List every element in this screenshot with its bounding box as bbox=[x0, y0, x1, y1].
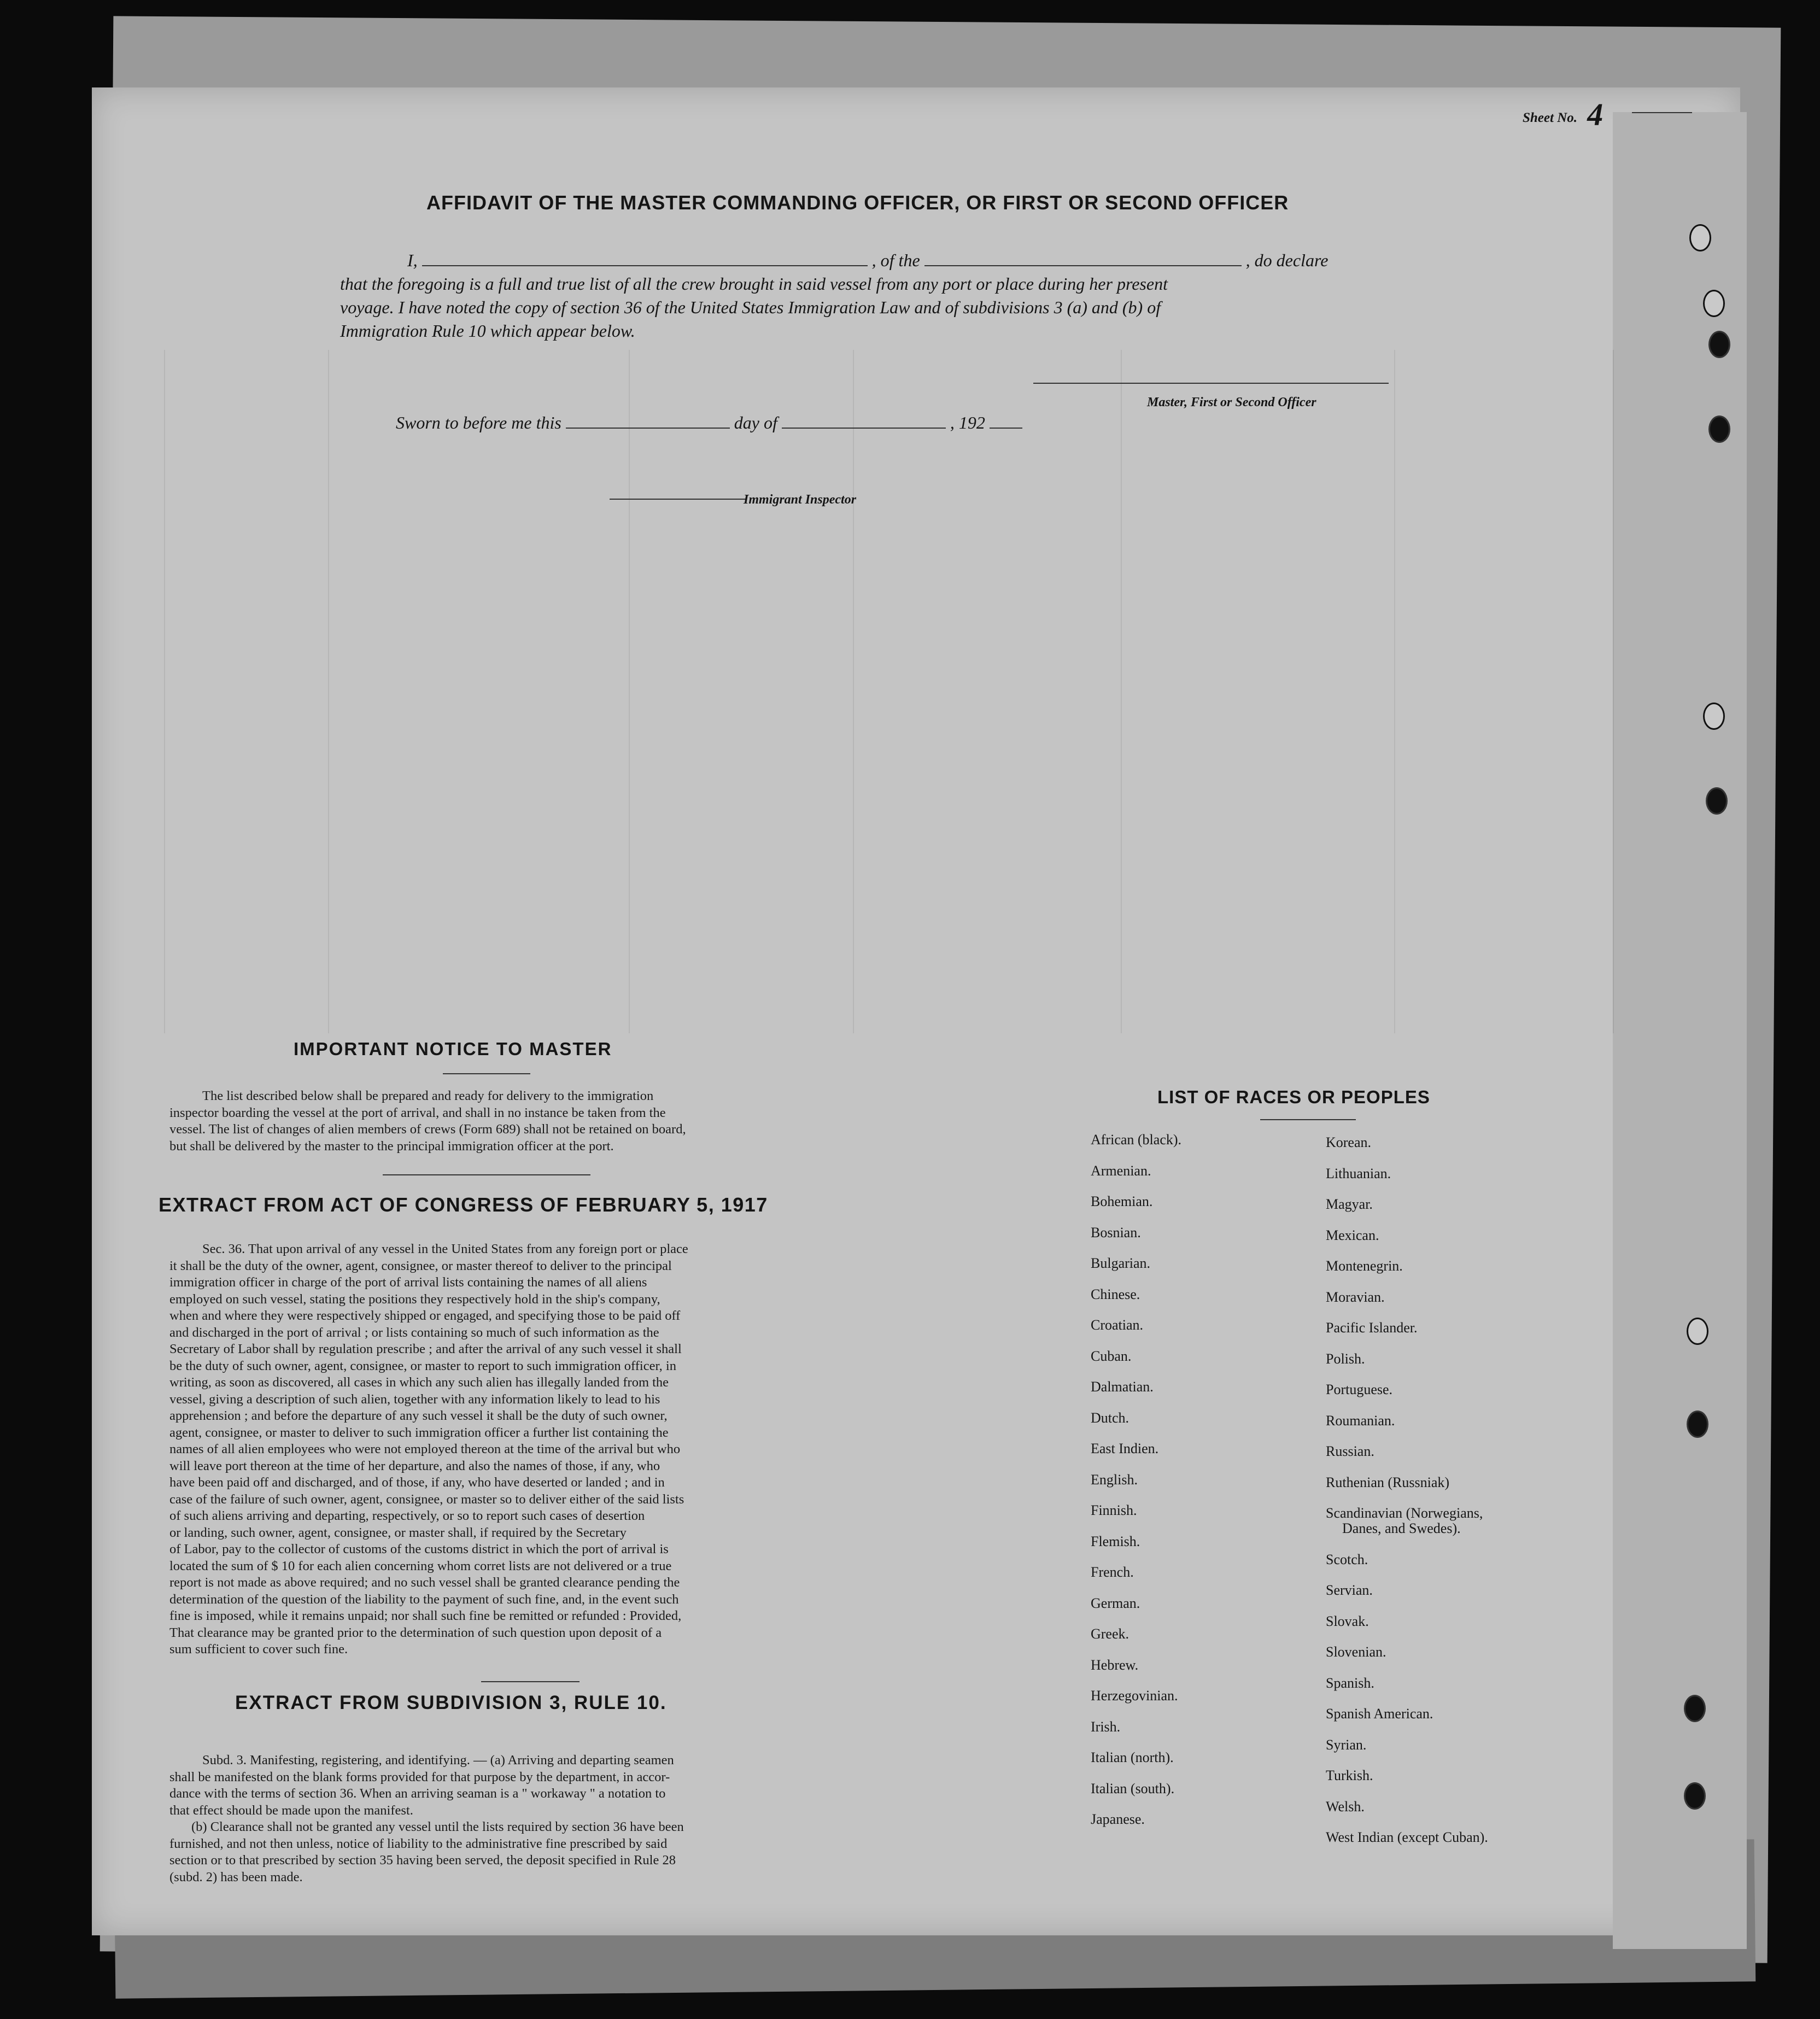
binder-hole-icon bbox=[1684, 1782, 1706, 1810]
binder-hole-icon bbox=[1689, 224, 1711, 251]
race-item: Croatian. bbox=[1091, 1317, 1144, 1333]
rule-line: dance with the terms of section 36. When an arriving seaman is a " workaway " a notation to bbox=[169, 1786, 666, 1801]
binder-hole-icon bbox=[1703, 290, 1725, 317]
race-item: Polish. bbox=[1326, 1350, 1365, 1367]
act-line: sum sufficient to cover such fine. bbox=[169, 1642, 348, 1657]
race-item: Slovenian. bbox=[1326, 1644, 1386, 1660]
sworn-month-blank[interactable] bbox=[782, 425, 946, 429]
races-title-rule bbox=[1260, 1119, 1356, 1120]
race-item: French. bbox=[1091, 1564, 1134, 1580]
sheet-number bbox=[1523, 93, 1603, 130]
rule-line: shall be manifested on the blank forms provided for that purpose by the department, in accor- bbox=[169, 1769, 670, 1784]
race-item: Irish. bbox=[1091, 1718, 1121, 1735]
sworn-line bbox=[396, 411, 1022, 435]
rule-line: Subd. 3. Manifesting, registering, and identifying. — (a) Arriving and departing seamen bbox=[202, 1753, 674, 1768]
act-line: immigration officer in charge of the port of arrival lists containing the names of all aliens bbox=[169, 1275, 647, 1290]
race-item: Hebrew. bbox=[1091, 1657, 1139, 1673]
race-item: Magyar. bbox=[1326, 1196, 1373, 1212]
act-rule bbox=[481, 1681, 580, 1682]
race-item: Danes, and Swedes). bbox=[1342, 1520, 1461, 1536]
race-item: Flemish. bbox=[1091, 1533, 1140, 1549]
binder-hole-icon bbox=[1708, 415, 1730, 443]
affidavit-declare: , do declare bbox=[1245, 250, 1329, 270]
notice-title: IMPORTANT NOTICE TO MASTER bbox=[294, 1039, 612, 1059]
document-page bbox=[92, 87, 1740, 1935]
affidavit-of-the: , of the bbox=[871, 250, 920, 270]
rule-line: (b) Clearance shall not be granted any vessel until the lists required by section 36 have been bbox=[191, 1819, 684, 1834]
underlying-page-edge bbox=[1613, 112, 1747, 1949]
race-item: Russian. bbox=[1326, 1443, 1374, 1459]
binder-hole-icon bbox=[1708, 331, 1730, 358]
notice-line: inspector boarding the vessel at the port of arrival, and shall in no instance be taken from the bbox=[169, 1105, 666, 1120]
act-line: agent, consignee, or master to deliver to such immigration officer a further list containing the bbox=[169, 1425, 669, 1440]
binder-hole-icon bbox=[1684, 1695, 1706, 1722]
inspector-label: Immigrant Inspector bbox=[744, 493, 857, 507]
act-line: when and where they were respectively shipped or engaged, and specifying those to be paid off bbox=[169, 1308, 681, 1323]
act-line: names of all alien employees who were not employed thereon at the time of the arrival but who bbox=[169, 1442, 681, 1456]
race-item: East Indien. bbox=[1091, 1441, 1159, 1456]
race-item: Portuguese. bbox=[1326, 1382, 1393, 1397]
act-line: writing, as soon as discovered, all cases in which any such alien has illegally landed from the bbox=[169, 1375, 669, 1390]
affidavit-line-1 bbox=[407, 249, 1391, 272]
race-item: Dalmatian. bbox=[1091, 1379, 1154, 1395]
act-line: case of the failure of such owner, agent, consignee, or master so to deliver either of the said lists bbox=[169, 1491, 684, 1507]
race-item: Bosnian. bbox=[1091, 1224, 1141, 1240]
sheet-number-value: 4 bbox=[1587, 97, 1604, 132]
rule-line: furnished, and not then unless, notice of liability to the administrative fine prescribed by said bbox=[169, 1836, 668, 1851]
master-label: Master, First or Second Officer bbox=[1147, 395, 1316, 409]
rule-line: that effect should be made upon the manifest. bbox=[169, 1803, 413, 1818]
act-line: fine is imposed, while it remains unpaid; nor shall such fine be remitted or refunded : Provided, bbox=[169, 1608, 682, 1623]
sheet-number-label: Sheet No. bbox=[1523, 110, 1577, 125]
race-item: Cuban. bbox=[1091, 1348, 1132, 1364]
act-line: vessel, giving a description of such alien, together with any information likely to lead to his bbox=[169, 1391, 660, 1407]
affidavit-line-4: Immigration Rule 10 which appear below. bbox=[340, 321, 635, 341]
race-item: Finnish. bbox=[1091, 1502, 1137, 1518]
race-item: German. bbox=[1091, 1595, 1140, 1611]
binder-hole-icon bbox=[1706, 787, 1728, 815]
race-item: Lithuanian. bbox=[1326, 1165, 1391, 1181]
day-of-label: day of bbox=[734, 413, 777, 432]
race-item: Italian (north). bbox=[1091, 1749, 1174, 1765]
act-title: EXTRACT FROM ACT OF CONGRESS OF FEBRUARY 5, 1917 bbox=[159, 1193, 768, 1216]
act-line: report is not made as above required; and no such vessel shall be granted clearance pending the bbox=[169, 1575, 680, 1590]
race-item: Servian. bbox=[1326, 1582, 1373, 1598]
act-line: have been paid off and discharged, and of those, if any, who have deserted or landed ; and in bbox=[169, 1475, 665, 1490]
race-item: Ruthenian (Russniak) bbox=[1326, 1474, 1450, 1490]
races-left-column bbox=[1091, 1132, 1181, 1842]
race-item: Scandinavian (Norwegians, bbox=[1326, 1505, 1483, 1521]
act-line: will leave port thereon at the time of her departure, and also the names of those, if any, who bbox=[169, 1458, 660, 1473]
binder-hole-icon bbox=[1703, 703, 1725, 730]
notice-line: vessel. The list of changes of alien members of crews (Form 689) shall not be retained on board, bbox=[169, 1122, 686, 1137]
race-item: Herzegovinian. bbox=[1091, 1688, 1178, 1704]
race-item: Japanese. bbox=[1091, 1811, 1145, 1827]
race-item: Spanish. bbox=[1326, 1675, 1374, 1691]
affidavit-i: I, bbox=[407, 250, 418, 270]
notice-title-rule bbox=[443, 1073, 530, 1074]
race-item: Bohemian. bbox=[1091, 1193, 1153, 1209]
notice-text bbox=[169, 1088, 804, 1155]
act-line: Secretary of Labor shall by regulation prescribe ; and after the arrival of any such vessel it shall bbox=[169, 1342, 682, 1356]
act-line: be the duty of such owner, agent, consignee, or master to report to such immigration officer, in bbox=[169, 1358, 676, 1373]
race-item: Dutch. bbox=[1091, 1409, 1130, 1426]
binder-hole-icon bbox=[1687, 1411, 1708, 1438]
notice-line: The list described below shall be prepared and ready for delivery to the immigration bbox=[202, 1088, 654, 1103]
race-item: Roumanian. bbox=[1326, 1412, 1395, 1429]
act-line: and discharged in the port of arrival ; or lists containing so much of such information as the bbox=[169, 1325, 659, 1340]
act-line: located the sum of $ 10 for each alien concerning whom corret lists are not delivered or a true bbox=[169, 1558, 672, 1573]
act-line: or landing, such owner, agent, consignee, or master shall, if required by the Secretary bbox=[169, 1525, 627, 1540]
race-item: Slovak. bbox=[1326, 1613, 1369, 1629]
affidavit-line-3: voyage. I have noted the copy of section 36 of the United States Immigration Law and of subdivisions 3 (a) and (b) of bbox=[340, 297, 1161, 317]
race-item: Turkish. bbox=[1326, 1768, 1373, 1783]
master-signature-line[interactable] bbox=[1033, 383, 1389, 384]
race-item: Syrian. bbox=[1326, 1736, 1367, 1753]
race-item: West Indian (except Cuban). bbox=[1326, 1829, 1488, 1845]
act-text bbox=[169, 1241, 804, 1658]
affidavit-line-2: that the foregoing is a full and true list of all the crew brought in said vessel from any port or place during her present bbox=[340, 274, 1168, 294]
sworn-year-blank[interactable] bbox=[990, 425, 1022, 429]
race-item: Greek. bbox=[1091, 1626, 1130, 1642]
sworn-label: Sworn to before me this bbox=[396, 413, 561, 432]
sworn-day-blank[interactable] bbox=[566, 425, 730, 429]
race-item: Pacific Islander. bbox=[1326, 1320, 1418, 1336]
race-item: Bulgarian. bbox=[1091, 1255, 1151, 1271]
race-item: Mexican. bbox=[1326, 1227, 1379, 1243]
race-item: Chinese. bbox=[1091, 1286, 1140, 1302]
binder-hole-icon bbox=[1687, 1318, 1708, 1345]
race-item: Scotch. bbox=[1326, 1551, 1368, 1567]
act-line: determination of the question of the liability to the payment of such fine, and, in the event such bbox=[169, 1591, 679, 1607]
act-line: of such aliens arriving and departing, respectively, or so to report such cases of desertion bbox=[169, 1508, 645, 1523]
race-item: Italian (south). bbox=[1091, 1780, 1175, 1796]
races-right-column bbox=[1326, 1134, 1488, 1860]
vessel-name-blank[interactable] bbox=[924, 263, 1242, 266]
races-title: LIST OF RACES OR PEOPLES bbox=[1157, 1087, 1430, 1107]
rule-text bbox=[169, 1752, 804, 1886]
affidavit-title: AFFIDAVIT OF THE MASTER COMMANDING OFFICER, OR FIRST OR SECOND OFFICER bbox=[426, 191, 1289, 214]
race-item: English. bbox=[1091, 1471, 1138, 1488]
notice-rule bbox=[383, 1174, 590, 1175]
act-line: Sec. 36. That upon arrival of any vessel in the United States from any foreign port or place bbox=[202, 1242, 688, 1256]
officer-name-blank[interactable] bbox=[422, 263, 868, 266]
year-prefix: , 192 bbox=[950, 413, 985, 432]
race-item: Armenian. bbox=[1091, 1162, 1151, 1179]
rule-title: EXTRACT FROM SUBDIVISION 3, RULE 10. bbox=[235, 1692, 667, 1713]
act-line: it shall be the duty of the owner, agent, consignee, or master thereof to deliver to the principal bbox=[169, 1258, 672, 1273]
race-item: Welsh. bbox=[1326, 1798, 1365, 1815]
rule-line: (subd. 2) has been made. bbox=[169, 1869, 303, 1885]
act-line: That clearance may be granted prior to the determination of such question upon deposit of a bbox=[169, 1625, 662, 1640]
act-line: apprehension ; and before the departure of any such vessel it shall be the duty of such owner, bbox=[169, 1408, 668, 1423]
act-line: of Labor, pay to the collector of customs of the customs district in which the port of arrival is bbox=[169, 1542, 669, 1556]
race-item: African (black). bbox=[1091, 1132, 1182, 1148]
race-item: Spanish American. bbox=[1326, 1706, 1433, 1722]
race-item: Korean. bbox=[1326, 1134, 1372, 1150]
rule-line: section or to that prescribed by section 35 having been served, the deposit specified in Rule 28 bbox=[169, 1853, 676, 1868]
sheet-number-underline bbox=[1632, 112, 1692, 113]
notice-line: but shall be delivered by the master to the principal immigration officer at the port. bbox=[169, 1138, 614, 1154]
race-item: Moravian. bbox=[1326, 1289, 1385, 1305]
inspector-signature-line[interactable] bbox=[610, 499, 746, 500]
race-item: Montenegrin. bbox=[1326, 1258, 1403, 1274]
act-line: employed on such vessel, stating the positions they respectively hold in the ship's company, bbox=[169, 1291, 660, 1307]
